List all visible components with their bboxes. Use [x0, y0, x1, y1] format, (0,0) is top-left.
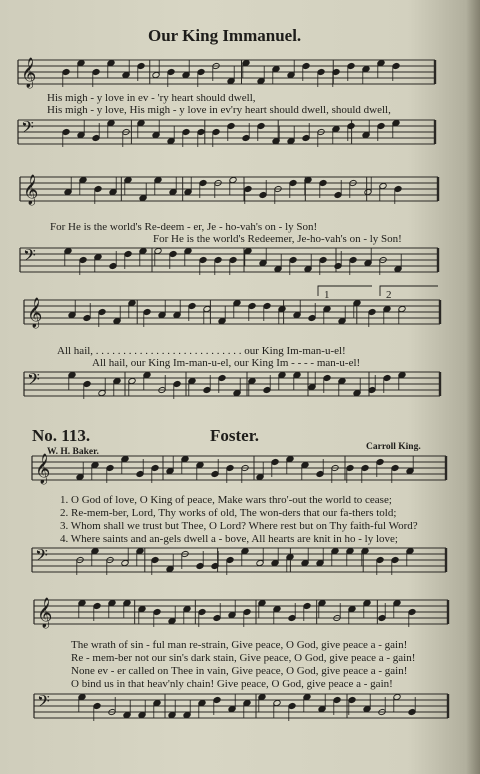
bass-clef-icon: 𝄢	[37, 691, 50, 715]
treble-clef-icon: 𝄞	[27, 298, 43, 328]
bass-clef-icon: 𝄢	[35, 545, 48, 569]
bass-clef-icon: 𝄢	[21, 117, 34, 141]
verse-1-line-b: The wrath of sin - ful man re-strain, Give peace, O God, give peace a - gain!	[71, 639, 408, 651]
song1-title: Our King Immanuel.	[148, 26, 302, 45]
song1-sys2-lyric-2: For He is the world's Redeemer, Je-ho-vah's on - ly Son!	[153, 233, 402, 245]
song1-sys3-lyric-2: All hail, our King Im-man-u-el, our King Im - - - - man-u-el!	[92, 357, 361, 369]
verse-3-line-b: None ev - er called on Thee in vain, Give peace, O God, give peace a - gain!	[71, 665, 408, 677]
verse-4-line-a: 4. Where saints and an-gels dwell a - bove, All hearts are knit in ho - ly love;	[60, 533, 398, 545]
song1-sys1-lyric-2: His migh - y love, His migh - y love in ev'ry heart should dwell, should dwell,	[47, 104, 391, 116]
bass-clef-icon: 𝄢	[27, 369, 40, 393]
verse-2-line-b: Re - mem-ber not our sin's dark stain, Give peace, O God, give peace a - gain!	[71, 652, 416, 664]
verse-2-line-a: 2. Re-mem-ber, Lord, Thy works of old, The won-ders that our fa-thers told;	[60, 507, 397, 519]
verse-3-line-a: 3. Whom shall we trust but Thee, O Lord? Where rest but on Thy faith-ful Word?	[60, 520, 418, 532]
treble-clef-icon: 𝄞	[35, 454, 51, 484]
hymn-number: No. 113.	[32, 426, 91, 445]
song2-title: Foster.	[210, 426, 259, 445]
song1-sys2-lyric-1: For He is the world's Re-deem - er, Je - ho-vah's on - ly Son!	[50, 221, 318, 233]
treble-clef-icon: 𝄞	[23, 175, 39, 205]
verse-4-line-b: O bind us in that heav'nly chain! Give peace, O God, give peace a - gain!	[71, 678, 393, 690]
first-ending-number: 1	[324, 289, 330, 301]
second-ending-number: 2	[386, 289, 392, 301]
song1-sys3-lyric-1: All hail, . . . . . . . . . . . . . . . . . . . . . . . . . . . our King Im-man-u-el!	[57, 345, 346, 357]
music-credit: Carroll King.	[366, 442, 421, 452]
bass-clef-icon: 𝄢	[23, 245, 36, 269]
verse-1-line-a: 1. O God of love, O King of peace, Make wars thro'-out the world to cease;	[60, 494, 392, 506]
treble-clef-icon: 𝄞	[37, 598, 53, 628]
words-credit: W. H. Baker.	[47, 447, 99, 457]
treble-clef-icon: 𝄞	[21, 58, 37, 88]
song1-sys1-lyric-1: His migh - y love in ev - 'ry heart should dwell,	[47, 92, 256, 104]
